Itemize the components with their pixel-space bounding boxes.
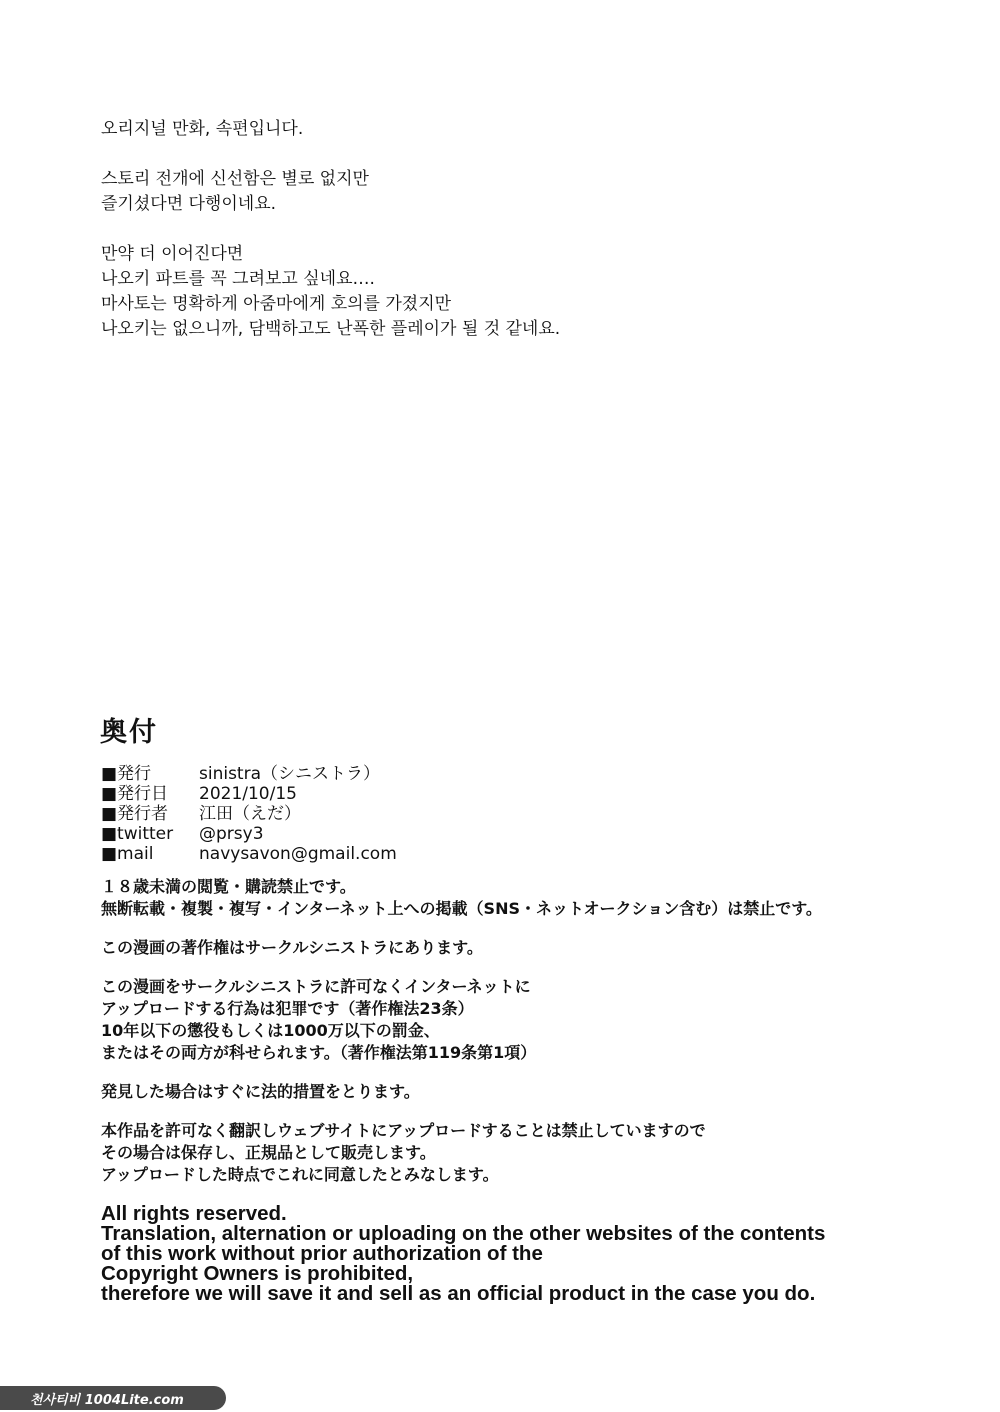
notice-line: その場合は保存し、正規品として販売します。 — [101, 1143, 436, 1162]
watermark-text: 천사티비 1004Lite.com — [30, 1392, 184, 1408]
japanese-notice — [101, 876, 822, 1203]
colophon-key: ■mail — [101, 844, 154, 864]
notice-line: この漫画をサークルシニストラに許可なくインターネットに — [101, 977, 531, 996]
english-line: Copyright Owners is prohibited, — [101, 1262, 414, 1285]
english-line: of this work without prior authorization of the — [101, 1242, 543, 1265]
colophon-row-author — [101, 804, 397, 824]
colophon-row-mail — [101, 844, 397, 864]
english-line: Translation, alternation or uploading on the other websites of the contents — [101, 1222, 826, 1245]
english-notice — [101, 1204, 825, 1304]
notice-line: アップロードする行為は犯罪です（著作権法23条） — [101, 999, 474, 1018]
colophon-row-twitter — [101, 824, 397, 844]
korean-line: 나오키는 없으니까, 담백하고도 난폭한 플레이가 될 것 같네요. — [101, 319, 561, 339]
notice-paragraph-penalty — [101, 976, 822, 1064]
notice-line: １８歳未満の閲覧・購読禁止です。 — [101, 877, 356, 896]
colophon-value: sinistra（シニストラ） — [199, 764, 381, 784]
notice-paragraph-legal — [101, 1081, 822, 1103]
korean-paragraph-2 — [101, 167, 560, 217]
english-line: All rights reserved. — [101, 1202, 287, 1225]
notice-line: アップロードした時点でこれに同意したとみなします。 — [101, 1165, 499, 1184]
korean-line: 마사토는 명확하게 아줌마에게 호의를 가졌지만 — [101, 294, 452, 314]
english-line: therefore we will save it and sell as an official product in the case you do. — [101, 1282, 816, 1305]
colophon-key: ■twitter — [101, 824, 174, 844]
korean-paragraph-1 — [101, 117, 560, 142]
notice-line: 無断転載・複製・複写・インターネット上への掲載（SNS・ネットオークション含む）は禁止です。 — [101, 899, 822, 918]
korean-notes — [101, 117, 560, 367]
korean-line: 나오키 파트를 꼭 그려보고 싶네요…. — [101, 269, 375, 289]
notice-line: またはその両方が科せられます。（著作権法第119条第1項） — [101, 1043, 537, 1062]
korean-line: 만약 더 이어진다면 — [101, 244, 244, 264]
colophon-title: 奥付 — [100, 717, 158, 748]
notice-paragraph-translation — [101, 1120, 822, 1186]
colophon-key: ■発行日 — [101, 784, 169, 804]
colophon-value: 江田（えだ） — [199, 804, 301, 824]
colophon-value: navysavon@gmail.com — [199, 844, 397, 864]
korean-line: 오리지널 만화, 속편입니다. — [101, 119, 304, 139]
colophon-key: ■発行 — [101, 764, 152, 784]
colophon-table — [101, 764, 397, 864]
colophon-value: 2021/10/15 — [199, 784, 297, 804]
notice-line: 本作品を許可なく翻訳しウェブサイトにアップロードすることは禁止していますので — [101, 1121, 706, 1140]
notice-line: この漫画の著作権はサークルシニストラにあります。 — [101, 938, 483, 957]
notice-paragraph-age — [101, 876, 822, 920]
colophon-row-date — [101, 784, 397, 804]
notice-line: 発見した場合はすぐに法的措置をとります。 — [101, 1082, 420, 1101]
colophon-row-publisher — [101, 764, 397, 784]
notice-paragraph-copyright — [101, 937, 822, 959]
korean-line: 스토리 전개에 신선함은 별로 없지만 — [101, 169, 369, 189]
site-watermark — [0, 1386, 226, 1410]
notice-line: 10年以下の懲役もしくは1000万以下の罰金、 — [101, 1021, 440, 1040]
korean-paragraph-3 — [101, 242, 560, 342]
korean-line: 즐기셨다면 다행이네요. — [101, 194, 277, 214]
colophon-value: @prsy3 — [199, 824, 264, 844]
colophon-key: ■発行者 — [101, 804, 169, 824]
